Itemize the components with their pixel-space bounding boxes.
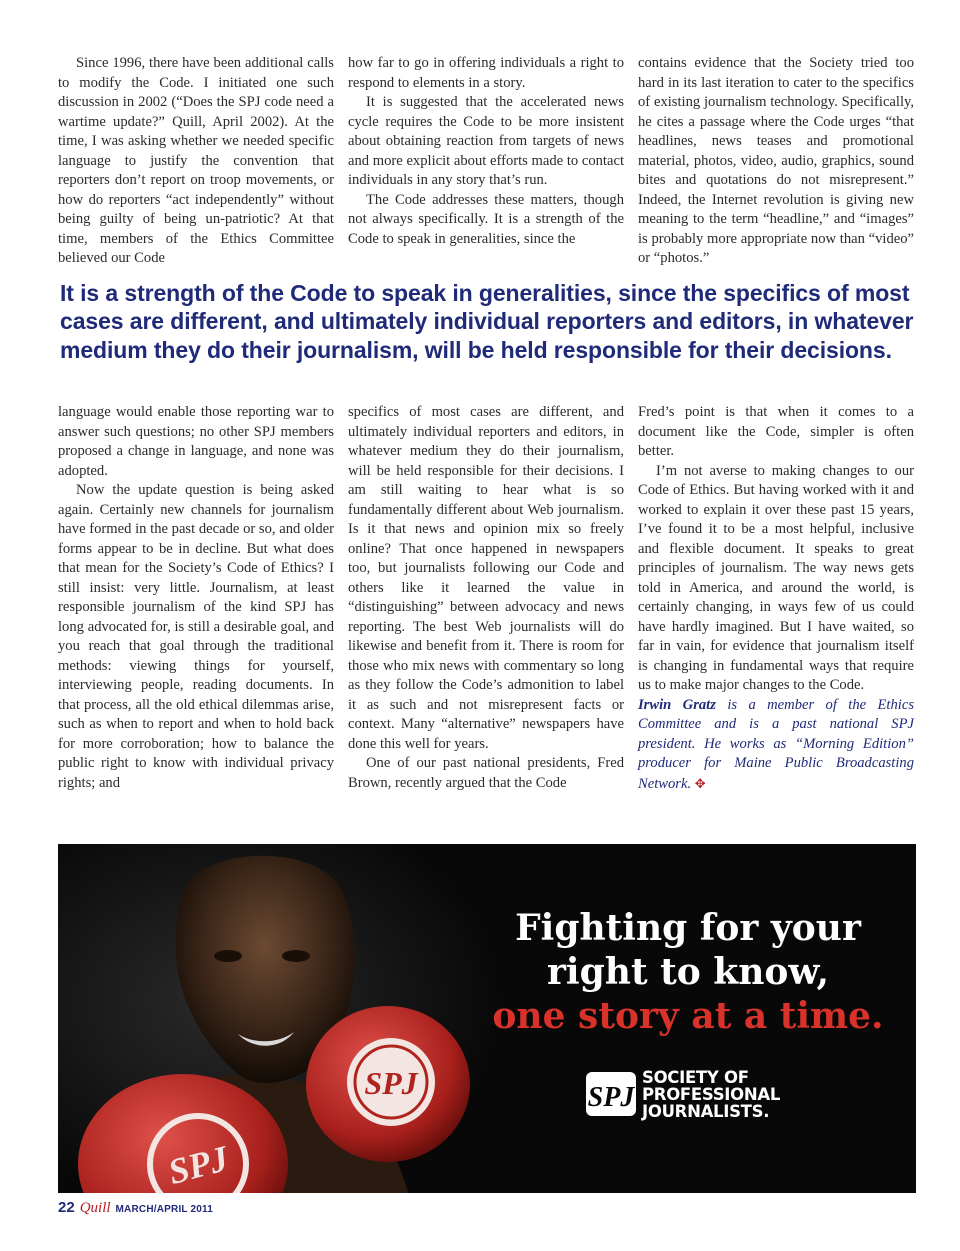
spj-advertisement <box>58 844 916 1193</box>
paragraph: Since 1996, there have been additional calls to modify the Code. I initiated one such discussion in 2002 (“Does the SPJ code need a wartime update?” Quill, April 2002). At the time, I was asking whether we needed specific language to justify the convention that reporters don’t report on troop movements, or how do reporters “act independently” without being guilty of being un-patriotic? At that time, members of the Ethics Committee believed our Code <box>58 55 334 266</box>
bottom-column-1 <box>58 403 334 794</box>
paragraph: language would enable those reporting war to answer such questions; no other SPJ members proposed a change in language, and none was adopted. <box>58 404 334 479</box>
logo-line-3: JOURNALISTS. <box>642 1101 770 1121</box>
svg-text:SPJ: SPJ <box>164 1137 233 1193</box>
top-column-1 <box>58 54 334 269</box>
author-bio-text: is a member of the Ethics Committee and is a past national SPJ president. He works as “Morning Edition” producer for Maine Public Broadcasting Network. <box>638 696 914 792</box>
logo-line-1: SOCIETY OF <box>642 1067 749 1087</box>
glove-right <box>306 1006 470 1162</box>
paragraph: One of our past national presidents, Fred Brown, recently argued that the Code <box>348 755 624 791</box>
paragraph: specifics of most cases are different, and ultimately individual reporters and editors, in whatever medium they do their journalism, will be held responsible for their decisions. I am still waiting to hear what is so fundamentally different about Web journalism. Is it that news and opinion mix so freely online? That once happened in newspapers too, but journalists following our Code and others like it learned the value in “distinguishing” between advocacy and news reporting. The best Web journalists will do likewise and benefit from it. There is room for those who mix news with commentary so long as they follow the Code’s admonition to label it as such and not misrepresent facts or context. Many “alternative” newspapers have done this well for years. <box>348 404 624 752</box>
spj-logo-mark <box>584 1068 640 1120</box>
spj-logo <box>584 1068 780 1120</box>
svg-text:SPJ: SPJ <box>587 1082 635 1113</box>
pull-quote: It is a strength of the Code to speak in generalities, since the specifics of most cases are different, and ultimately individual reporters and editors, in whatever medium they do their journalism, will be held responsible for their decisions. <box>60 280 914 363</box>
paragraph: Now the update question is being asked again. Certainly new channels for journalism have formed in the past decade or so, and older forms appear to be in decline. But what does that mean for the Society’s Code of Ethics? I still insist: very little. Journalism, at least responsible journalism of the kind SPJ has long advocated for, is still a desirable goal, and you reach that goal through the traditional methods: viewing things for yourself, interviewing people, reading documents. In that process, all the old ethical dilemmas arise, such as when to report and when to hold back for more corroboration; how to balance the public right to know with individual privacy rights; and <box>58 482 334 791</box>
ad-headline-line-2: right to know, <box>546 951 830 993</box>
top-column-2 <box>348 54 624 269</box>
bottom-column-3 <box>638 403 914 794</box>
svg-text:SPJ: SPJ <box>364 1065 418 1101</box>
magazine-name: Quill <box>79 1200 111 1216</box>
logo-line-2: PROFESSIONAL <box>642 1084 781 1104</box>
author-bio <box>638 696 914 795</box>
ad-headline <box>468 906 908 1038</box>
end-mark-icon: ✥ <box>694 775 706 791</box>
paragraph: I’m not averse to making changes to our Code of Ethics. But having worked with it and worked to explain it over these past 15 years, I’ve found it to be a most helpful, inclusive and flexible document. It speaks to great principles of journalism. The way news gets told in America, and around the world, is certainly changing, in ways few of us could have hardly imagined. But I have waited, so far in vain, for evidence that journalism itself is changing in fundamental ways that require us to make major changes to the Code. <box>638 462 914 693</box>
issue-date: MARCH/APRIL 2011 <box>115 1204 214 1215</box>
ad-headline-line-3: one story at a time. <box>492 995 884 1037</box>
paragraph: how far to go in offering individuals a right to respond to elements in a story. <box>348 55 624 91</box>
top-column-3 <box>638 54 914 269</box>
ad-headline-line-1: Fighting for your <box>515 907 861 949</box>
bottom-columns <box>58 403 916 794</box>
page-footer <box>58 1199 213 1217</box>
paragraph: The Code addresses these matters, though not always specifically. It is a strength of the Code to speak in generalities, since the <box>348 191 624 247</box>
boxer-image <box>58 844 528 1193</box>
spj-logo-text <box>642 1069 780 1120</box>
paragraph: contains evidence that the Society tried too hard in its last iteration to cater to the specifics of existing journalism technology. Specifically, he cites a passage where the Code urges “that headlines, news teases and promotional material, photos, video, audio, graphics, sound bites and quotations do not misrepresent.” Indeed, the Internet revolution is giving new meaning to the term “headline,” and “images” is probably more appropriate now than “video” or “photos.” <box>638 55 914 266</box>
top-columns <box>58 54 916 269</box>
paragraph: Fred’s point is that when it comes to a document like the Code, simpler is often better. <box>638 404 914 459</box>
bottom-column-2 <box>348 403 624 794</box>
page-number: 22 <box>58 1199 75 1216</box>
paragraph: It is suggested that the accelerated news cycle requires the Code to be more insistent about obtaining reaction from targets of news and more explicit about efforts made to contact individuals in any story that’s run. <box>348 94 624 188</box>
author-name: Irwin Gratz <box>638 696 716 713</box>
